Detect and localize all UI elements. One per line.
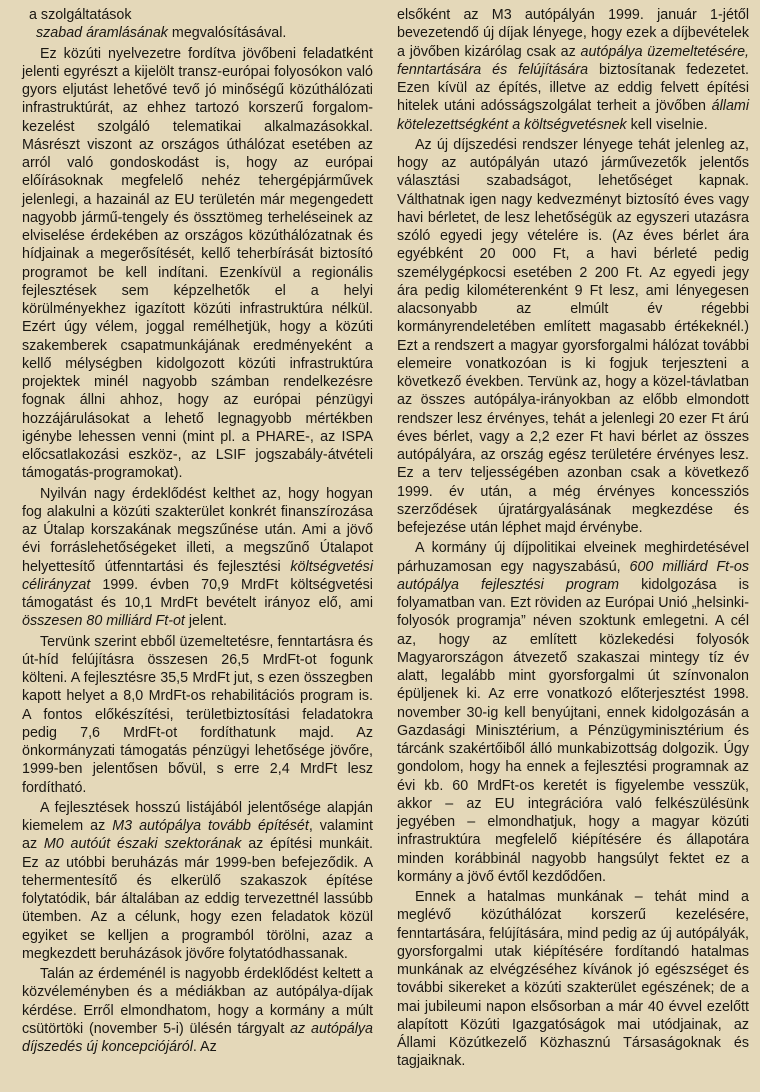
- right-column: [397, 6, 749, 1071]
- paragraph-text: elsőként az M3 autópályán 1999. január 1-jétől bevezetendő új díjak lényege, hogy ezek a díjbevételek a jövőben kizárólag csak az: [397, 7, 749, 60]
- paragraph-text: kidolgozása is folyamatban van. Ezt röviden az Európai Unió „helsinki-folyosók programja” néven szoktunk emlegetni. A cél az, hogy az említett közlekedési folyosók Magyarországon átvezető szakaszai mintegy tíz év alatt, legalább mint gyorsforgalmi út színvonalon épüljenek ki. Az erre vonatkozó előterjesztést 1998. november 30-ig kell benyújtani, ennek kidolgozásán a Gazdasági Minisztérium, a Pénzügyminisztérium és tárcánk szakértőiből álló munkabizottság dolgozik. Úgy gondolom, hogy ha ennek a fejlesztési programnak az évi kb. 60 MrdFt-os keretét is figyelembe vesszük, akkor – az EU integrációra való felkészülésünk jegyében – elmondhatjuk, hogy a magyar közúti infrastruktúra megfelelő kiépítésére és állapotára minden korábbinál nagyobb hangsúlyt fektet ez a kormány a jövő évtől kezdődően.: [397, 576, 749, 885]
- intro-line-1: a szolgáltatások: [29, 7, 132, 23]
- paragraph: [22, 45, 373, 483]
- right-paragraphs: [397, 6, 749, 1071]
- paragraph: [397, 6, 749, 134]
- paragraph-text: Ennek a hatalmas munkának – tehát mind a meglévő közúthálózat korszerű kezelésére, fenntartására, felújítására, mind pedig az új autópályák, gyorsforgalmi utak kiépítésére fordítandó hatalmas munkának az elvégzéséhez kívánok jó egészséget és további sikereket a közúti szakterület egészének; de a mai jubileumi napon elsősorban a már 40 évvel ezelőtt alapított Közúti Igazgatóságok mai utódjainak, az Állami Közútkezelő Közhasznú Társaságoknak és tagjaiknak.: [397, 889, 749, 1070]
- intro-lines: [22, 6, 373, 43]
- intro-line-2: [22, 24, 373, 42]
- emphasis-text: költségvetési célirányzat: [22, 558, 373, 593]
- paragraph-text: Talán az érdeménél is nagyobb érdeklődést keltett a közvéleményben és a médiákban az autópálya-díjak kérdése. Erről elmondhatom, hogy a kormány a múlt csütörtöki (november 5-i) ülésén tárgyalt: [22, 966, 373, 1037]
- intro-line-2-rest: megvalósításával.: [167, 25, 287, 42]
- emphasis-text: az autópálya díjszedés új koncepciójáról: [22, 1020, 373, 1055]
- paragraph-text: kell viselnie.: [626, 116, 708, 133]
- paragraph: [22, 965, 373, 1056]
- paragraph: [22, 633, 373, 797]
- emphasis-text: autópálya üzemeltetésére, fenntartására és felújítására: [397, 43, 749, 78]
- emphasis-text: M0 autóút északi szektorának: [43, 836, 242, 853]
- paragraph-text: Az új díjszedési rendszer lényege tehát jelenleg az, hogy az autópályán utazó járművezetők jelentős választási szabadságot, lehetőséget kapnak. Válthatnak igen nagy kedvezményt biztosító éves vagy havi bérletet, de lesz lehetőségük az egyszeri utazásra szóló egyedi jegy vételére is. (Az éves bérlet ára egyébként 20 000 Ft, a havi bérleté pedig személygépkocsi esetében 2 200 Ft. Az egyedi jegy ára pedig kilométerenként 9 Ft lesz, ami lényegesen alacsonyabb az elmúlt év régebbi kormányrendeletében említett magasabb értékeknél.) Ezt a rendszert a magyar gyorsforgalmi hálózat további elemeire vonatkozóan is ki fogjuk terjeszteni a következő években. Tervünk az, hogy a közel-távlatban az összes autópálya-irányokban az előbb elmondott rendszer lesz érvényes, tehát a jelenlegi 20 ezer Ft árú éves bérlet, vagy a 2,2 ezer Ft havi bérlet az összes autópályára, az ország egész területére érvényes lesz. Ez a terv teljességében azonban csak a következő 1999. év után, a még érvényes koncessziós szerződések újratárgyalásának megkezdése és befejezése után léphet majd érvénybe.: [397, 136, 749, 536]
- paragraph-text: Ez közúti nyelvezetre fordítva jövőbeni feladatként jelenti egyrészt a kijelölt transz-európai folyosókon való gyors eljutást lehetővé tevő jó minőségű közúthálózati infrastruktúrát, az ehhez tartozó korszerű forgalom-kezelést szolgáló telematikai alkalmazásokkal. Másrészt viszont az országos úthálózat esetében az arról való gondoskodást is, hogy az európai előírásoknak megfelelő nehéz tehergépjárművek jelenlegi, a hazainál az EU területén már megengedett nagyobb jármű-tengely és össztömeg terheléseinek az elviselése érdekében az országos közúthálózatnak és hídjainak a megerősítését, kellő teherbírását biztosító programot be kell indítani. Ezenkívül a regionális fejlesztések sem képzelhetők el a helyi körülményekhez igazított közúti infrastruktúra nélkül. Ezért úgy vélem, joggal remélhetjük, hogy a közúti szakemberek csapatmunkájának eredményeként a kellő mélységben kidolgozott közúti infrastruktúra projektek minél nagyobb számban rendelkezésre fognak állni ahhoz, hogy az európai pénzügyi hozzájárulásokat a lehető legnagyobb mértékben igénybe lehessen venni (mint pl. a PHARE-, az ISPA előcsatlakozási eszköz-, az LSIF jogszabály-átvételi támogatás-programokat).: [22, 45, 373, 482]
- intro-emphasis: szabad áramlásának: [36, 25, 168, 42]
- emphasis-text: állami kötelezettségként a költségvetésnek: [397, 98, 749, 133]
- paragraph-text: biztosítanak fedezetet. Ezen kívül az építés, illetve az eddig felvett építési hitelek utáni adósságszolgálat terheit a jövőben: [397, 61, 749, 115]
- left-paragraphs: [22, 45, 373, 1057]
- emphasis-text: M3 autópálya tovább építését: [112, 818, 309, 834]
- paragraph-text: A fejlesztések hosszú listájából jelentősége alapján kiemelem az: [22, 799, 373, 834]
- paragraph: [397, 539, 749, 886]
- emphasis-text: 600 milliárd Ft-os autópálya fejlesztési program: [397, 558, 749, 593]
- paragraph: [397, 136, 749, 538]
- paragraph: [397, 888, 749, 1071]
- paragraph-text: Nyilván nagy érdeklődést kelthet az, hogy hogyan fog alakulni a közúti szakterület konkrét finanszírozása az Útalap korszakának megszűnése után. Ami a jövő évi forráslehetőségeket illeti, a megszűnő Útalapot helyettesítő útfenntartási és fejlesztési: [22, 485, 373, 575]
- paragraph: [22, 799, 373, 963]
- paragraph-text: A kormány új díjpolitikai elveinek meghirdetésével párhuzamosan egy nagyszabású,: [397, 540, 749, 575]
- paragraph-text: , valamint az: [22, 818, 374, 853]
- emphasis-text: összesen 80 milliárd Ft-ot: [22, 613, 185, 630]
- paragraph-text: 1999. évben 70,9 MrdFt költségvetési támogatást és 10,1 MrdFt bevételt irányoz elő, ami: [22, 576, 373, 611]
- paragraph-text: . Az: [192, 1039, 217, 1055]
- paragraph-text: jelent.: [184, 613, 228, 630]
- paragraph-text: az építési munkáit. Ez az utóbbi beruházás már 1999-ben befejeződik. A tehermentesítő és elkerülő szakaszok építése folytatódik, bár általában az eddig tervezettnél lassúbb ütemben. Az a célunk, hogy ezen feladatok közül egyiket se kelljen a programból törölni, azaz a megkezdett beruházások jövőre folytatódhassanak.: [22, 836, 373, 962]
- left-column: [22, 6, 373, 1056]
- paragraph: [22, 485, 373, 631]
- paragraph-text: Tervünk szerint ebből üzemeltetésre, fenntartásra és út-híd felújításra összesen 26,5 MrdFt-ot fogunk költeni. A fejlesztésre 35,5 MrdFt jut, s ezen összegben kapott helyet a 8,0 MrdFt-os rehabilitációs program is. A fontos előkészítési, területbiztosítási feladatokra pedig 7,6 MrdFt-ot fordíthatunk majd. Az önkormányzati támogatás pénzügyi lehetősége jövőre, 1999-ben jelentősen bővül, s erre 2,4 MrdFt lesz fordítható.: [22, 633, 373, 796]
